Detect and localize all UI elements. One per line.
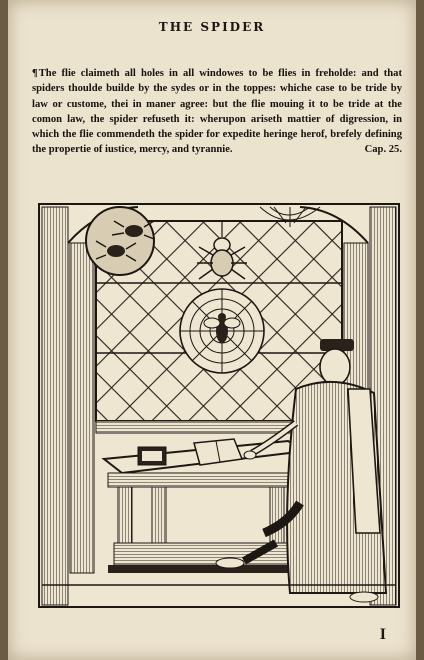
chapter-summary	[32, 66, 402, 158]
running-head: THE SPIDER	[158, 20, 266, 34]
signature-mark: I	[379, 626, 386, 643]
chapter-reference: Cap. 25.	[364, 144, 402, 156]
spiders-nest	[86, 207, 154, 275]
chapter-summary-text: The flie claimeth all holes in all windowes to be flies in freholde: and that spiders thoulde builde by the sydes or in the toppes: whiche case to be tride by law or custome, thei in maner agree: but the flie mouing it to be tride at the comon law, the spider refuseth it: wherupon ariseth mattier of digression, in which the flie commendeth the spider for expedite heringe herof, brefely defining the propertie of iustice, mercy, and tyrannie.	[32, 68, 402, 156]
book-page	[8, 0, 416, 660]
paragraph-mark-icon: ¶	[32, 68, 38, 79]
woodcut-illustration	[38, 203, 400, 608]
closed-book	[138, 447, 166, 465]
